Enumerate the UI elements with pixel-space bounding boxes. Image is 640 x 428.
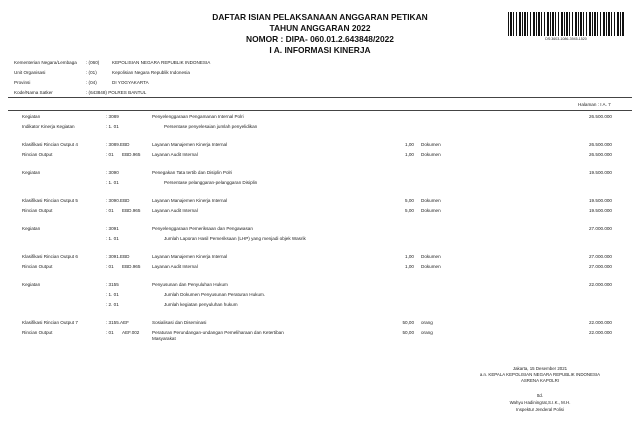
row-label: Klasifikasi Rincian Output 7 (22, 320, 78, 325)
row-description: Penyelenggaraan Pengamanan Internal Polri (152, 114, 244, 119)
row-label: Indikator Kinerja Kegiatan (22, 124, 75, 129)
sign-rank: Inspektur Jenderal Polisi (516, 407, 564, 412)
row-code: : 01 (106, 264, 114, 269)
sign-ttd: ttd. (536, 393, 544, 398)
table-row (0, 142, 640, 149)
row-subcode: EBD.965 (122, 264, 141, 269)
ds-code: DS:3603-1086-3945-1520 (545, 37, 587, 41)
row-unit: Dokumen (421, 254, 441, 259)
row-label: Kegiatan (22, 114, 41, 119)
identity-label: Provinsi (14, 80, 31, 85)
row-code: : 3091 (106, 226, 119, 231)
identity-code: : (643848) POLRES BANTUL (86, 90, 147, 95)
row-subcode: EBD.965 (122, 152, 141, 157)
row-label: Kegiatan (22, 282, 41, 287)
row-unit: Dokumen (421, 208, 441, 213)
row-description: Layanan Manajemen Kinerja Internal (152, 254, 228, 259)
header-divider (8, 97, 632, 98)
row-amount: 27.000.000 (589, 254, 612, 259)
row-amount: 26.500.000 (589, 142, 612, 147)
row-amount: 27.000.000 (589, 264, 612, 269)
row-unit: Dokumen (421, 264, 441, 269)
row-label: Kegiatan (22, 170, 41, 175)
row-unit: Dokumen (421, 198, 441, 203)
row-subcode: EBD.965 (122, 208, 141, 213)
table-row (0, 170, 640, 177)
row-unit: Dokumen (421, 142, 441, 147)
table-row (0, 114, 640, 121)
row-amount: 19.500.000 (589, 208, 612, 213)
row-unit: Dokumen (421, 152, 441, 157)
row-quantity: 1,00 (405, 264, 414, 269)
identity-label: Kode/Nama Satker (14, 90, 53, 95)
table-row (0, 208, 640, 215)
sign-role-2: ASRENA KAPOLRI (520, 378, 560, 383)
table-row (0, 320, 640, 327)
table-row (0, 292, 640, 299)
row-amount: 22.000.000 (589, 320, 612, 325)
row-label: Klasifikasi Rincian Output 6 (22, 254, 78, 259)
row-quantity: 5,00 (405, 208, 414, 213)
identity-label: Unit Organisasi (14, 70, 46, 75)
row-description: Layanan Audit Internal (152, 264, 198, 269)
doc-title-line-4: I A. INFORMASI KINERJA (269, 45, 371, 55)
doc-title-line-1: DAFTAR ISIAN PELAKSANAAN ANGGARAN PETIKAN (212, 12, 428, 22)
row-description: Jumlah Dokumen Penyusunan Peraturan Hukum. (164, 292, 266, 297)
identity-label: Kementerian Negara/Lembaga (14, 60, 77, 65)
row-code: : 2. 01 (106, 302, 119, 307)
row-code: : 01 (106, 152, 114, 157)
row-quantity: 1,00 (405, 152, 414, 157)
row-code: : 1. 01 (106, 236, 119, 241)
row-amount: 26.500.000 (589, 114, 612, 119)
row-description-continued: Masyarakat (152, 336, 176, 341)
row-code: : 3090 (106, 170, 119, 175)
row-description: Penyelenggaraan Pemeriksaan dan Pengawasan (152, 226, 253, 231)
row-quantity: 50,00 (402, 330, 414, 335)
row-description: Jumlah kegiatan penyuluhan hukum (164, 302, 238, 307)
table-row (0, 180, 640, 187)
barcode-image (508, 12, 624, 36)
table-row (0, 198, 640, 205)
row-code: : 1. 01 (106, 124, 119, 129)
row-code: : 1. 01 (106, 292, 119, 297)
row-amount: 22.000.000 (589, 282, 612, 287)
row-amount: 19.500.000 (589, 198, 612, 203)
row-description: Layanan Manajemen Kinerja Internal (152, 198, 228, 203)
identity-code: : (01) (86, 70, 97, 75)
row-amount: 26.500.000 (589, 152, 612, 157)
row-code: : 3091.EBD (106, 254, 130, 259)
table-row (0, 124, 640, 131)
row-description: Persentase penyelesaian jumlah penyelidikan (164, 124, 258, 129)
sign-place-date: Jakarta, 15 Desember 2021 (512, 366, 568, 371)
identity-value: Kepolisian Negara Republik Indonesia (112, 70, 190, 75)
sign-name: Wahyu Hadiningrat,S.I.K., M.H. (509, 400, 571, 405)
row-description: Layanan Audit Internal (152, 208, 198, 213)
table-row (0, 152, 640, 159)
row-label: Rincian Output (22, 264, 53, 269)
row-description: Penegakan Tata tertib dan Disiplin Polri (152, 170, 233, 175)
row-label: Klasifikasi Rincian Output 4 (22, 142, 78, 147)
row-description: Peraturan Perundangan-undangan Pemeliharaan dan Ketertiban (152, 330, 284, 335)
row-amount: 27.000.000 (589, 226, 612, 231)
row-description: Jumlah Laporan Hasil Pemeriksaan (LHP) yang menjadi objek Wasrik (164, 236, 306, 241)
row-code: : 3089.EBD (106, 142, 130, 147)
row-description: Sosialisasi dan Diseminasi (152, 320, 207, 325)
identity-code: : (04) (86, 80, 97, 85)
table-row (0, 264, 640, 271)
table-row (0, 226, 640, 233)
doc-title-line-3: NOMOR : DIPA- 060.01.2.643848/2022 (246, 34, 394, 44)
table-row-continuation (0, 336, 640, 343)
row-amount: 19.500.000 (589, 170, 612, 175)
row-unit: orang (421, 330, 433, 335)
table-row (0, 302, 640, 309)
row-description: Layanan Manajemen Kinerja Internal (152, 142, 228, 147)
row-description: Layanan Audit Internal (152, 152, 198, 157)
table-row (0, 236, 640, 243)
identity-code: : (060) (86, 60, 100, 65)
row-subcode: AEF.002 (122, 330, 140, 335)
row-quantity: 5,00 (405, 198, 414, 203)
table-top-divider (8, 110, 632, 111)
row-code: : 3089 (106, 114, 119, 119)
row-code: : 3155 (106, 282, 119, 287)
sign-role-1: a.n. KEPALA KEPOLISIAN NEGARA REPUBLIK INDONESIA (479, 372, 601, 377)
table-row (0, 282, 640, 289)
doc-title-line-2: TAHUN ANGGARAN 2022 (269, 23, 371, 33)
row-label: Rincian Output (22, 330, 53, 335)
row-code: : 01 (106, 330, 114, 335)
row-label: Klasifikasi Rincian Output 5 (22, 198, 78, 203)
row-code: : 3090.EBD (106, 198, 130, 203)
row-quantity: 50,00 (402, 320, 414, 325)
row-unit: orang (421, 320, 433, 325)
identity-value: KEPOLISIAN NEGARA REPUBLIK INDONESIA (112, 60, 211, 65)
row-label: Kegiatan (22, 226, 41, 231)
row-quantity: 1,00 (405, 142, 414, 147)
row-label: Rincian Output (22, 208, 53, 213)
row-quantity: 1,00 (405, 254, 414, 259)
row-description: Persentase pelanggaran-pelanggaran Disiplin (164, 180, 258, 185)
identity-value: DI YOGYAKARTA (112, 80, 149, 85)
row-description: Penyusunan dan Penyuluhan Hukum (152, 282, 228, 287)
table-row (0, 254, 640, 261)
row-code: : 3155.AEF (106, 320, 129, 325)
row-label: Rincian Output (22, 152, 53, 157)
row-code: : 01 (106, 208, 114, 213)
row-code: : 1. 01 (106, 180, 119, 185)
row-amount: 22.000.000 (589, 330, 612, 335)
page-number: Halaman : I A. 7 (578, 102, 611, 107)
